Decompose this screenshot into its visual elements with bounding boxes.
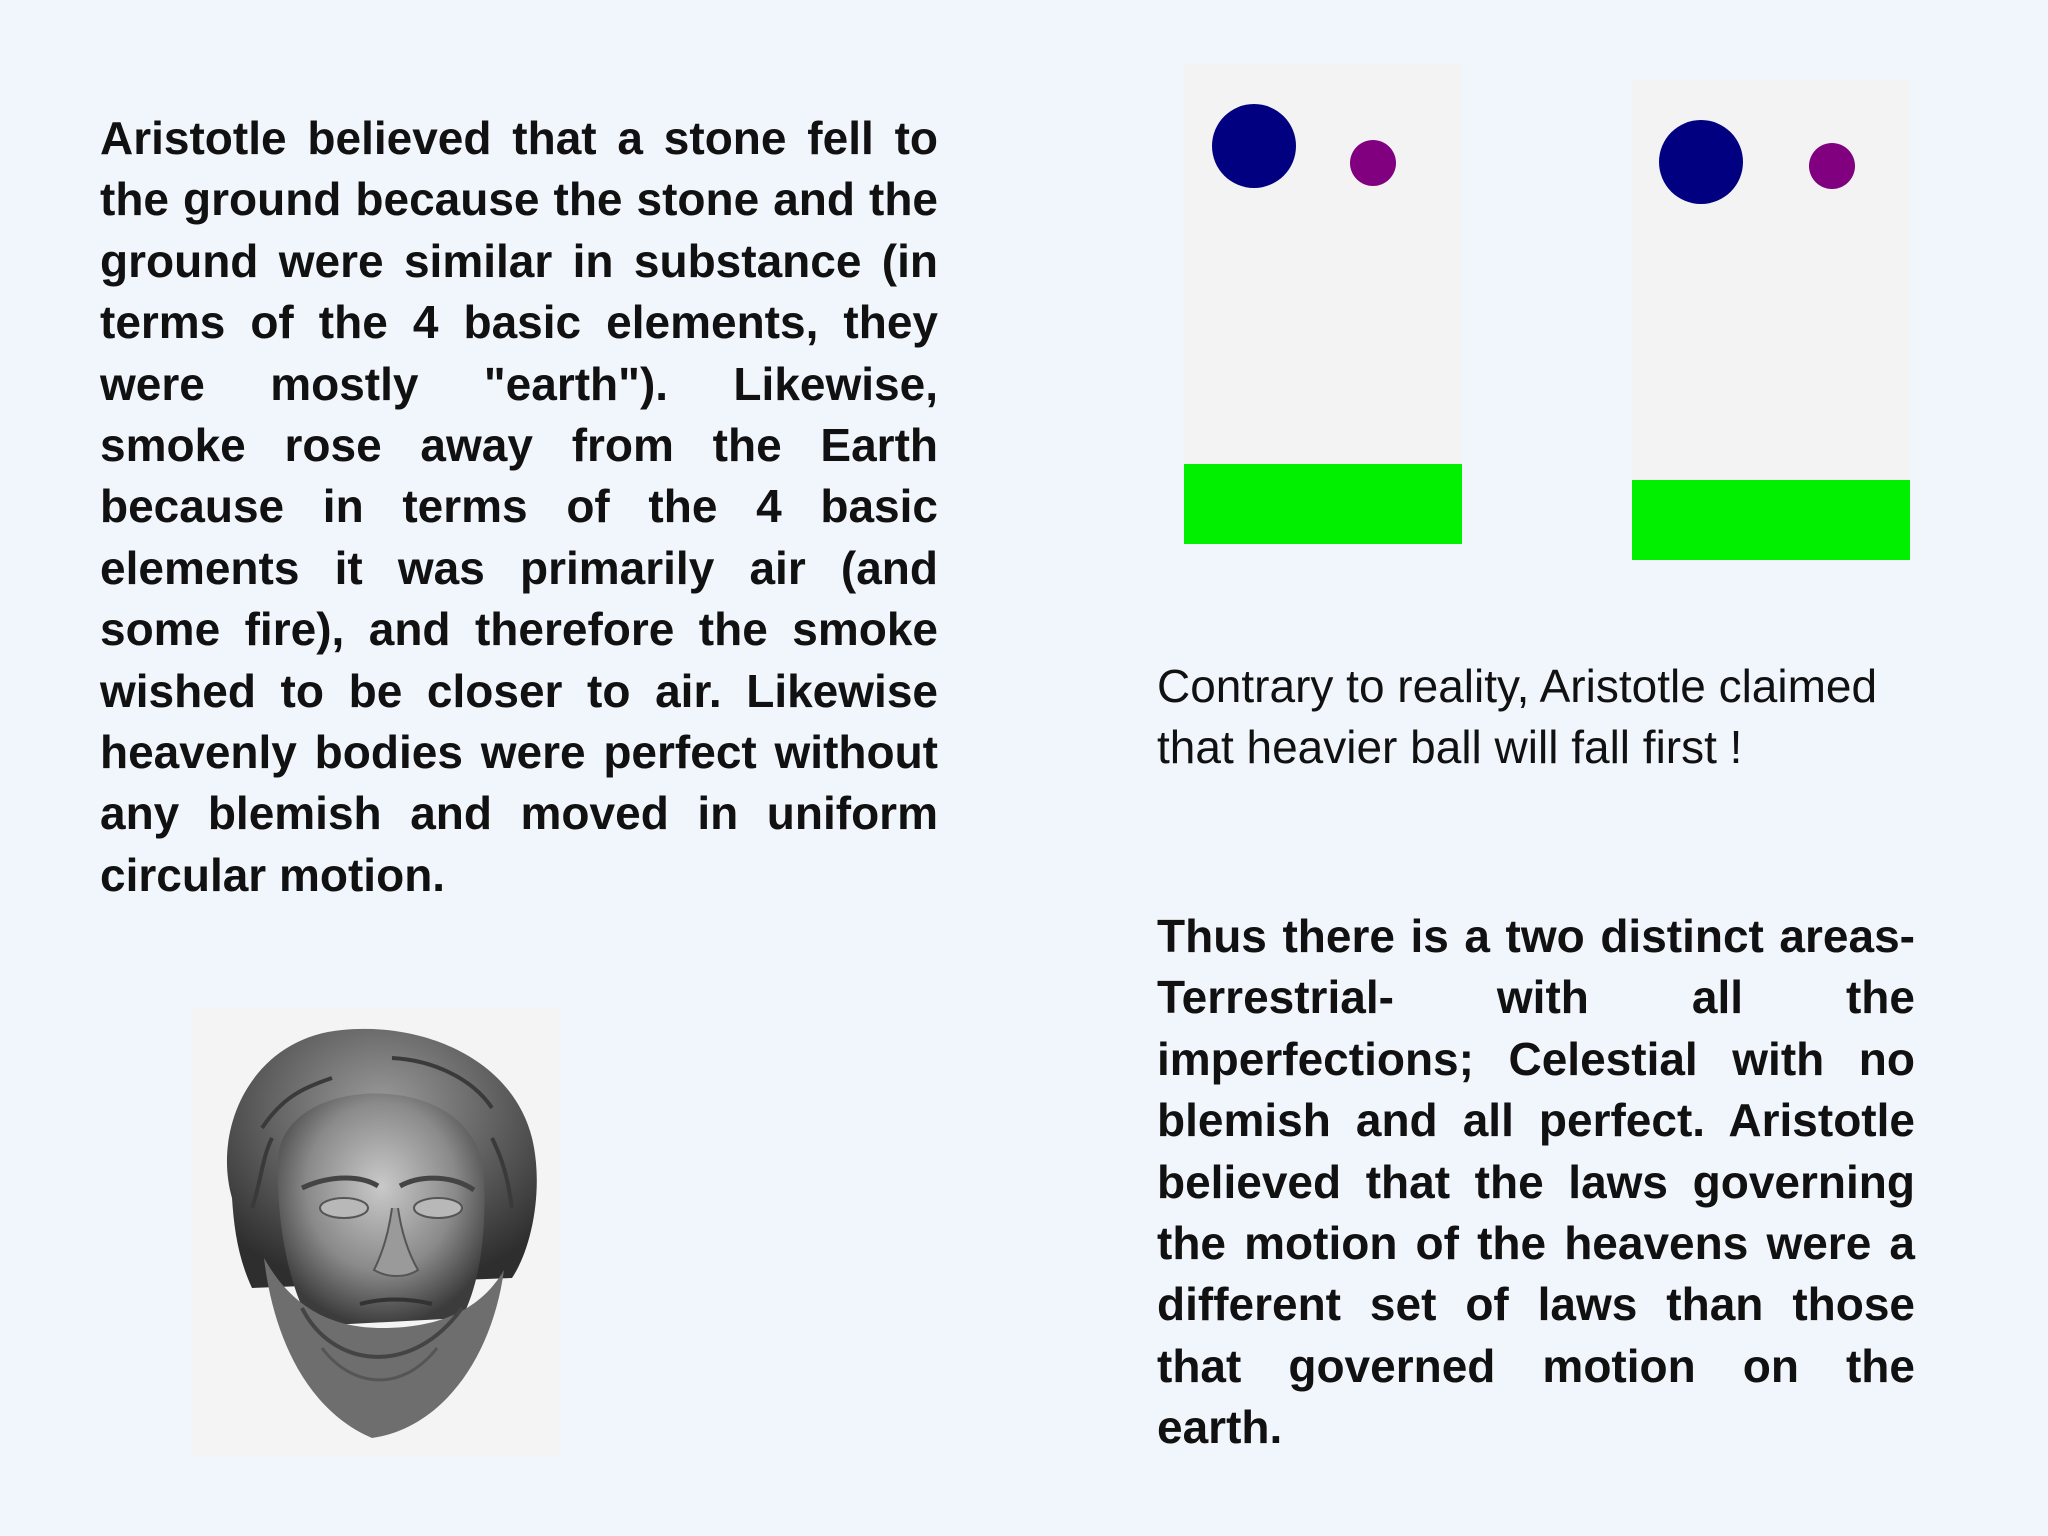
bust-drawing [192, 1008, 560, 1456]
left-paragraph: Aristotle believed that a stone fell to the ground because the stone and the ground were similar in substance (in terms of the 4 basic elements, they were mostly "earth"). Likewise, smoke rose away from the Earth because in terms of the 4 basic elements it was primarily air (and some fire), and therefore the smoke wished to be closer to air. Likewise heavenly bodies were perfect without any blemish and moved in uniform circular motion. [100, 112, 938, 901]
aristotle-bust-image [192, 1008, 560, 1456]
falling-balls-frame-1 [1184, 64, 1462, 544]
light-ball [1809, 143, 1855, 189]
heavy-ball [1659, 120, 1743, 204]
left-eye [320, 1198, 368, 1218]
light-ball [1350, 140, 1396, 186]
ground [1184, 464, 1462, 544]
right-eye [414, 1198, 462, 1218]
ground [1632, 480, 1910, 560]
illustration-caption: Contrary to reality, Aristotle claimed that heavier ball will fall first ! [1157, 660, 1878, 774]
right-paragraph: Thus there is a two distinct areas- Terrestrial- with all the imperfections; Celestial with no blemish and all perfect. Aristotle believed that the laws governing the motion of the heavens were a different set of laws than those that governed motion on the earth. [1157, 910, 1915, 1454]
falling-balls-frame-2 [1632, 80, 1910, 560]
heavy-ball [1212, 104, 1296, 188]
